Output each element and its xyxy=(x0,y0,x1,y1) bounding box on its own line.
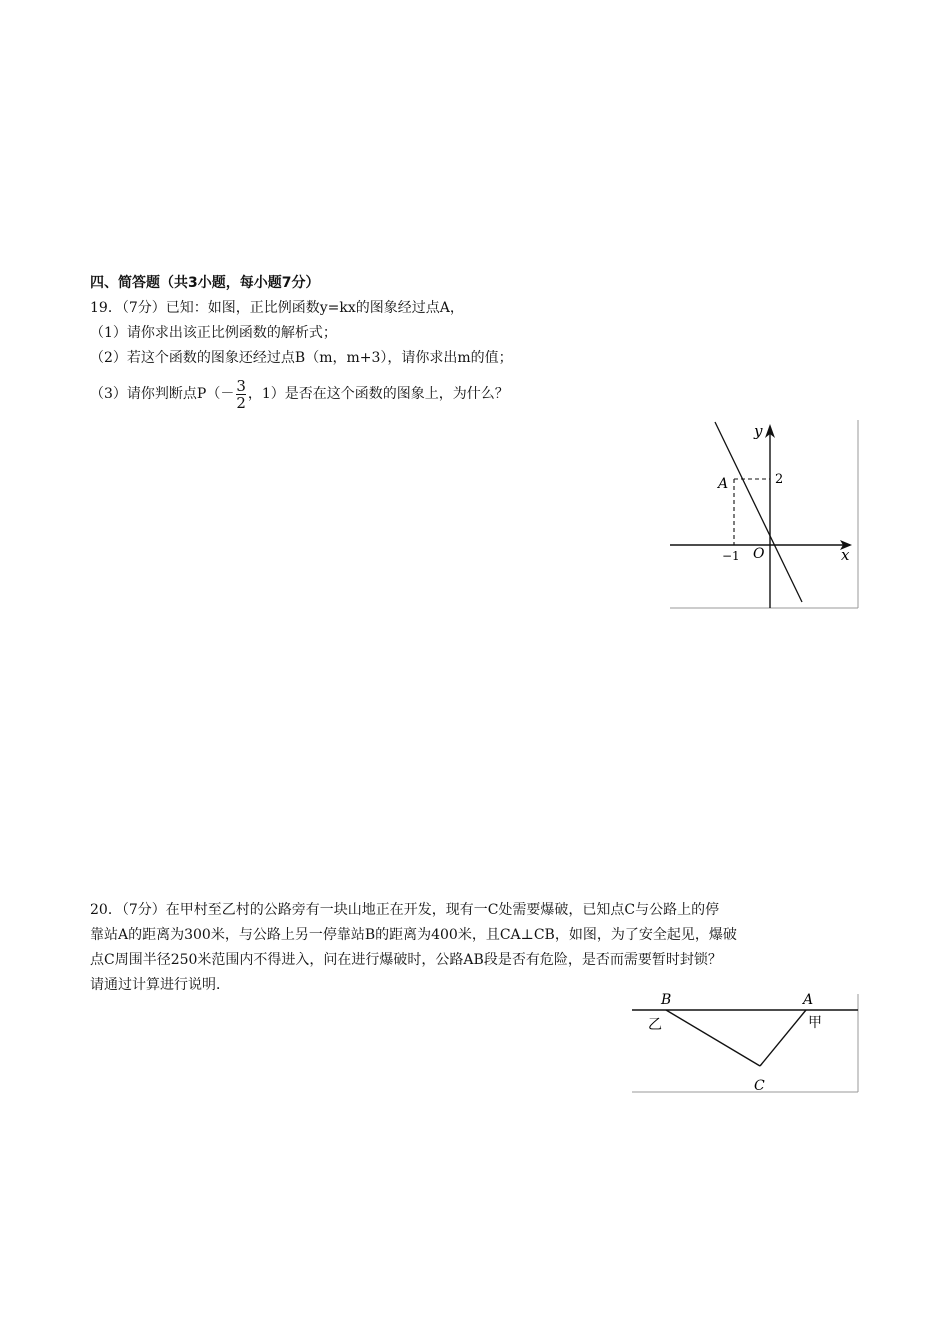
segment-bc xyxy=(666,1010,760,1066)
q19-part2: （2）若这个函数的图象还经过点B（m，m+3），请你求出m的值； xyxy=(90,350,513,366)
q20-line3: 点C周围半径250米范围内不得进入，问在进行爆破时，公路AB段是否有危险，是否而需要暂时封锁？ xyxy=(90,952,722,968)
segment-ca xyxy=(760,1010,806,1066)
q20-line4: 请通过计算进行说明． xyxy=(90,977,230,993)
origin-label: O xyxy=(753,546,765,562)
q20-line1: 20．（7分）在甲村至乙村的公路旁有一块山地正在开发，现有一C处需要爆破，已知点C与公路上的停 xyxy=(90,902,720,918)
section-title: 四、简答题（共3小题，每小题7分） xyxy=(90,275,320,291)
q19-fraction xyxy=(236,378,246,411)
x-axis-label: x xyxy=(841,546,850,564)
x-tick-label: −1 xyxy=(722,549,740,563)
q19-part1: （1）请你求出该正比例函数的解析式； xyxy=(90,325,337,341)
village-yi-label: 乙 xyxy=(648,1017,662,1033)
fraction-denominator: 2 xyxy=(236,393,246,412)
q20-line2: 靠站A的距离为300米，与公路上另一停靠站B的距离为400米，且CA⊥CB，如图，为了安全起见，爆破 xyxy=(90,927,737,943)
q19-part3-prefix: （3）请你判断点P（－ xyxy=(90,386,235,402)
q19-stem: 19．（7分）已知：如图，正比例函数y=kx的图象经过点A， xyxy=(90,300,464,316)
point-a-label: A xyxy=(803,992,814,1008)
point-c-label: C xyxy=(754,1078,765,1094)
point-b-label: B xyxy=(661,992,672,1008)
q19-part3-suffix: ，1）是否在这个函数的图象上，为什么？ xyxy=(247,386,509,402)
q20-road-figure xyxy=(630,990,862,1096)
q19-part3 xyxy=(90,374,509,418)
q19-graph-figure xyxy=(668,418,860,612)
y-axis-label: y xyxy=(754,422,763,440)
village-jia-label: 甲 xyxy=(808,1015,822,1031)
point-a-label: A xyxy=(718,476,729,492)
function-line xyxy=(715,422,802,602)
fraction-numerator: 3 xyxy=(236,376,246,395)
y-tick-label: 2 xyxy=(775,472,784,487)
